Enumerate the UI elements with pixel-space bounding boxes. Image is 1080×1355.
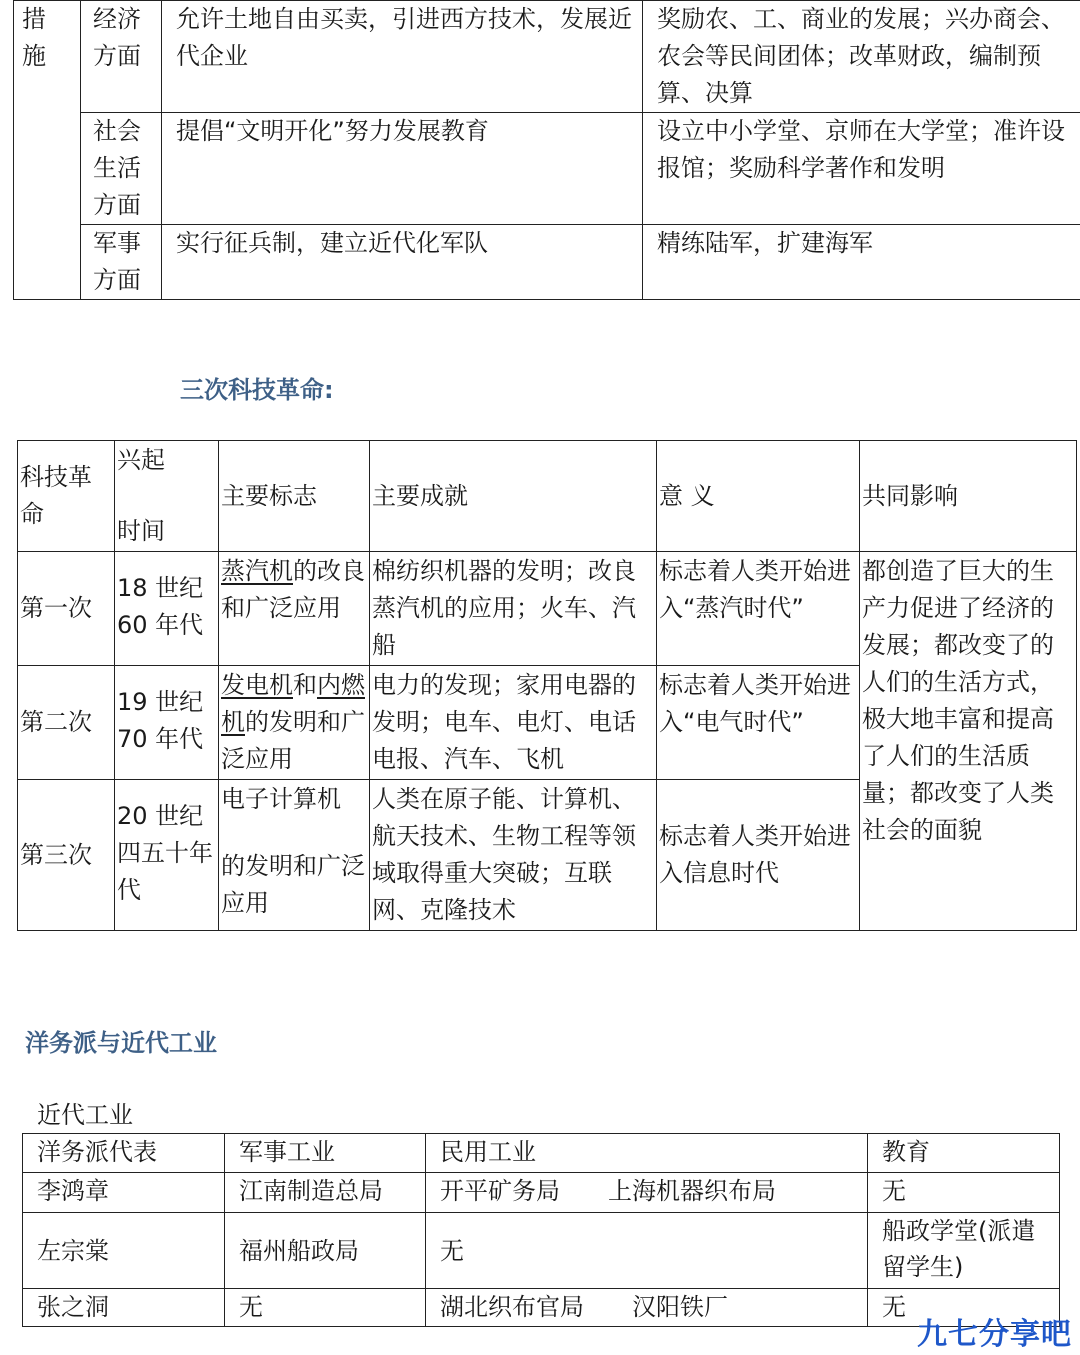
tech-revolutions-table [17,440,1077,931]
table-caption: 近代工业 [37,1101,133,1129]
sign-rest: 的发明和广泛应用 [221,708,365,773]
education-cell: 无 [868,1289,1060,1327]
table-row [18,552,1077,666]
header-military: 军事工业 [225,1134,426,1173]
measure-cell: 提倡“文明开化”努力发展教育 [162,113,643,225]
civil-cell: 无 [426,1213,868,1289]
header-impact: 共同影响 [860,441,1077,552]
revolution-achievement: 电力的发现；家用电器的发明；电车、电灯、电话电报、汽车、飞机 [370,666,657,780]
header-time-top: 兴起 [117,446,165,474]
aspect-cell: 经济方面 [81,1,162,113]
military-cell: 江南制造总局 [225,1173,426,1213]
aspect-cell: 军事方面 [81,225,162,300]
section-heading-westernization: 洋务派与近代工业 [25,1029,217,1057]
sign-underlined: 蒸汽机 [221,557,293,585]
revolution-sign [219,666,370,780]
revolution-meaning: 标志着人类开始进入“电气时代” [657,666,860,780]
sign-underlined: 发电机 [221,671,293,699]
civil-cell: 湖北织布官局 汉阳铁厂 [426,1289,868,1327]
measure-cell: 允许土地自由买卖，引进西方技术，发展近代企业 [162,1,643,113]
sign-rest: 的改良和广泛应用 [221,557,365,622]
revolution-achievement: 棉纺织机器的发明；改良蒸汽机的应用；火车、汽船 [370,552,657,666]
military-cell: 福州船政局 [225,1213,426,1289]
aspect-cell: 社会生活方面 [81,113,162,225]
sign-connector: 和 [293,671,317,699]
revolution-time: 19 世纪70 年代 [115,666,219,780]
rep-cell: 左宗棠 [23,1213,225,1289]
header-sign: 主要标志 [219,441,370,552]
header-time [115,441,219,552]
table-row [14,225,1080,300]
measure-cell: 精练陆军，扩建海军 [643,225,1080,300]
revolution-name: 第三次 [18,780,115,931]
sign-top: 电子计算机 [221,785,341,813]
revolution-sign [219,780,370,931]
civil-cell: 开平矿务局 上海机器织布局 [426,1173,868,1213]
education-cell: 无 [868,1173,1060,1213]
header-civil: 民用工业 [426,1134,868,1173]
table-row [23,1213,1060,1289]
table-row [14,1,1080,113]
revolution-name: 第一次 [18,552,115,666]
reform-measures-table [13,0,1080,300]
revolution-sign [219,552,370,666]
header-education: 教育 [868,1134,1060,1173]
table-row [23,1289,1060,1327]
revolution-meaning: 标志着人类开始进入信息时代 [657,780,860,931]
site-watermark: 九七分享吧 [917,1317,1072,1352]
table-row [23,1173,1060,1213]
header-meaning: 意 义 [657,441,860,552]
header-time-bottom: 时间 [117,517,165,545]
westernization-industry-table [22,1133,1060,1327]
rep-cell: 张之洞 [23,1289,225,1327]
sign-underlined: 内燃机 [221,671,365,736]
table-header-row [18,441,1077,552]
section-heading-tech-revolutions: 三次科技革命: [180,376,334,404]
header-revolution: 科技革命 [18,441,115,552]
revolution-time: 20 世纪四五十年 代 [115,780,219,931]
table-row [14,113,1080,225]
revolution-time: 18 世纪60 年代 [115,552,219,666]
table-header-row [23,1134,1060,1173]
revolution-achievement: 人类在原子能、计算机、航天技术、生物工程等领域取得重大突破；互联网、克隆技术 [370,780,657,931]
measures-category-cell: 措施 [14,1,81,300]
measure-cell: 奖励农、工、商业的发展；兴办商会、农会等民间团体；改革财政，编制预算、决算 [643,1,1080,113]
revolution-meaning: 标志着人类开始进入“蒸汽时代” [657,552,860,666]
rep-cell: 李鸿章 [23,1173,225,1213]
measure-cell: 设立中小学堂、京师在大学堂；准许设报馆；奖励科学著作和发明 [643,113,1080,225]
header-achievement: 主要成就 [370,441,657,552]
header-rep: 洋务派代表 [23,1134,225,1173]
education-cell: 船政学堂(派遣留学生) [868,1213,1060,1289]
measure-cell: 实行征兵制，建立近代化军队 [162,225,643,300]
military-cell: 无 [225,1289,426,1327]
sign-bottom: 的发明和广泛应用 [221,852,365,917]
common-impact: 都创造了巨大的生产力促进了经济的发展；都改变了的人们的生活方式，极大地丰富和提高了人们的生活质量；都改变了人类社会的面貌 [860,552,1077,931]
revolution-name: 第二次 [18,666,115,780]
